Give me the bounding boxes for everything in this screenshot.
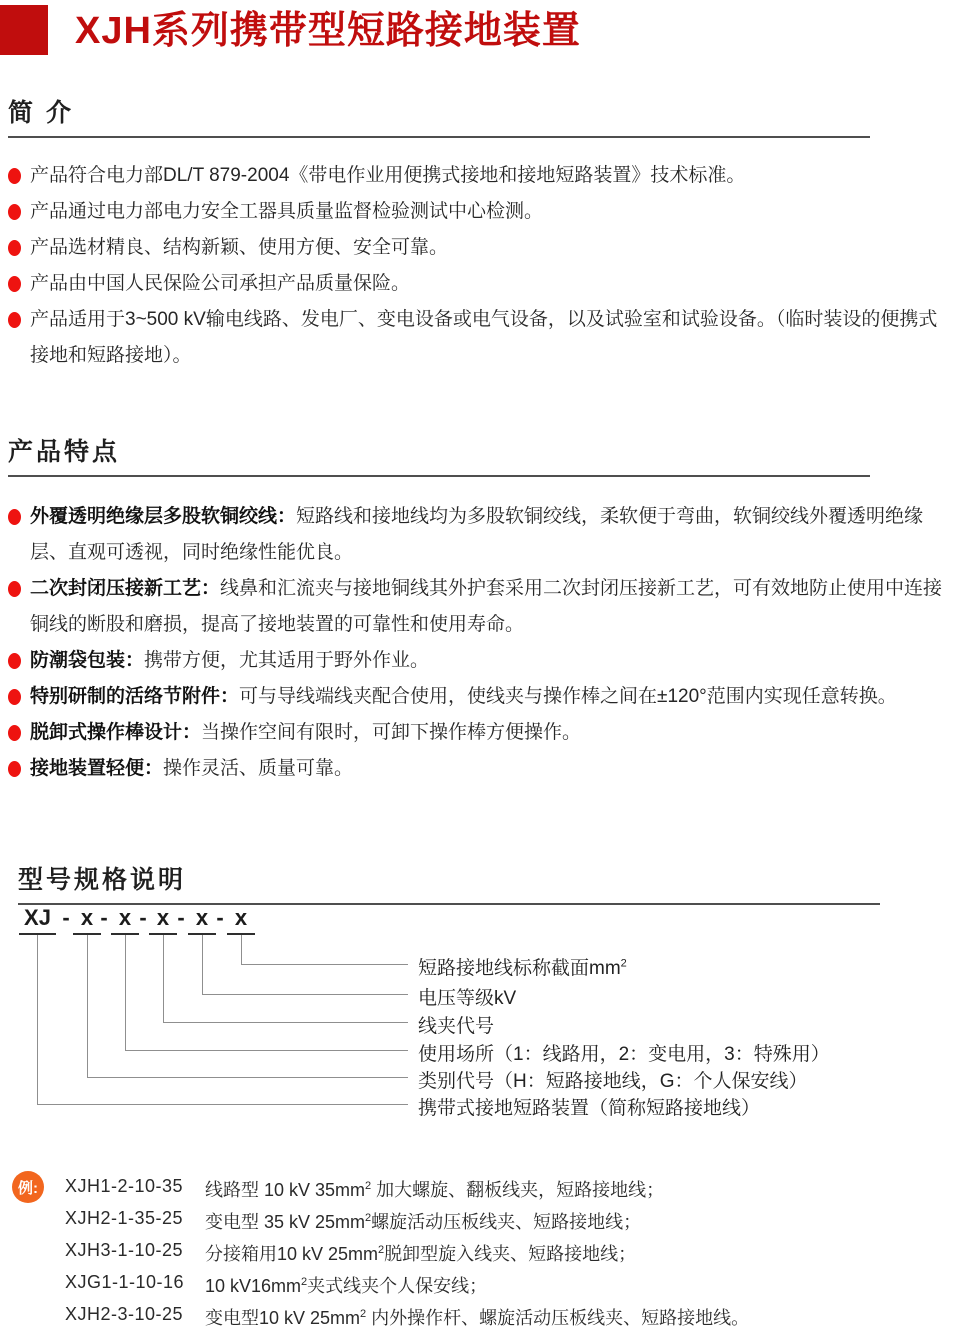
list-item: [8, 266, 945, 302]
model-code-diagram: [0, 905, 956, 1123]
example-row: [65, 1236, 956, 1268]
connector-line: [37, 935, 38, 1104]
feature-lead: 防潮袋包装：: [30, 650, 145, 671]
example-desc-text: 加大螺旋、翻板线夹，短路接地线；: [371, 1180, 665, 1200]
example-desc-text: 脱卸型旋入线夹、短路接地线；: [384, 1244, 637, 1264]
connector-line: [125, 1050, 408, 1051]
example-desc-text: 变电型10 kV 25mm: [205, 1308, 361, 1328]
example-desc: [205, 1268, 956, 1300]
example-desc-text: 分接箱用10 kV 25mm: [205, 1244, 379, 1264]
intro-item-text: 产品选材精良、结构新颖、使用方便、安全可靠。: [30, 237, 449, 258]
model-code-part: x: [188, 905, 216, 935]
example-model: XJH1-2-10-35: [65, 1176, 184, 1196]
feature-lead: 二次封闭压接新工艺：: [30, 578, 221, 599]
example-desc: [205, 1172, 956, 1204]
feature-lead: 外覆透明绝缘层多股软铜绞线：: [30, 506, 297, 527]
connector-line: [202, 994, 408, 995]
intro-item-text: 产品由中国人民保险公司承担产品质量保险。: [30, 273, 411, 294]
bullet-dot-icon: [8, 653, 21, 669]
list-item: [8, 158, 945, 194]
model-spec-heading: 型号规格说明: [18, 860, 880, 905]
connector-line: [202, 935, 203, 994]
model-code-part: x: [227, 905, 255, 935]
example-desc-text: 夹式线夹个人保安线；: [307, 1276, 488, 1296]
example-model: XJH2-3-10-25: [65, 1304, 184, 1324]
example-desc-sup: 2: [378, 1244, 385, 1256]
diagram-label: [418, 983, 516, 1010]
diagram-label: [418, 1011, 494, 1038]
example-row: [65, 1172, 956, 1204]
model-code-part: x: [149, 905, 177, 935]
feature-text: 短路线和接地线均为多股软铜绞线，柔软便于弯曲，软铜绞线外覆透明绝缘层、直观可透视，同时绝缘性能优良。: [30, 506, 924, 563]
example-model: XJG1-1-10-16: [65, 1272, 185, 1292]
connector-line: [163, 935, 164, 1022]
example-badge: 例:: [12, 1171, 44, 1203]
model-code-separator: -: [139, 905, 147, 930]
model-code-separator: -: [216, 905, 224, 930]
list-item: [8, 571, 945, 643]
bullet-dot-icon: [8, 312, 21, 328]
example-row: [65, 1268, 956, 1300]
diagram-label-text: 使用场所（1：线路用，2：变电用，3：特殊用）: [418, 1044, 830, 1065]
list-item: [8, 302, 945, 374]
model-code-part: XJ: [19, 905, 56, 935]
feature-lead: 脱卸式操作棒设计：: [30, 722, 202, 743]
model-code-part: x: [111, 905, 139, 935]
bullet-dot-icon: [8, 689, 21, 705]
example-desc-text: 变电型 35 kV 25mm: [205, 1212, 366, 1232]
intro-list: [0, 138, 956, 374]
example-model: XJH3-1-10-25: [65, 1240, 184, 1260]
examples-block: [12, 1172, 956, 1332]
example-desc-text: 线路型 10 kV 35mm: [205, 1180, 366, 1200]
intro-item-text: 产品符合电力部DL/T 879-2004《带电作业用便携式接地和接地短路装置》技术标准。: [30, 165, 746, 186]
example-row: [65, 1300, 956, 1332]
diagram-label-text: 电压等级kV: [418, 988, 517, 1009]
bullet-dot-icon: [8, 168, 21, 184]
page-header: [0, 5, 581, 55]
bullet-dot-icon: [8, 725, 21, 741]
example-desc: [205, 1300, 956, 1332]
feature-lead: 接地装置轻便：: [30, 758, 164, 779]
list-item: [8, 643, 945, 679]
example-desc: [205, 1236, 956, 1268]
feature-text: 当操作空间有限时，可卸下操作棒方便操作。: [201, 722, 582, 743]
bullet-dot-icon: [8, 509, 21, 525]
diagram-label-sup: 2: [620, 957, 627, 970]
model-code-separator: -: [100, 905, 108, 930]
example-desc-text: 螺旋活动压板线夹、短路接地线；: [371, 1212, 642, 1232]
connector-line: [241, 935, 242, 964]
connector-line: [241, 964, 408, 965]
bullet-dot-icon: [8, 204, 21, 220]
intro-section: [0, 93, 956, 374]
example-desc-sup: 2: [301, 1276, 308, 1288]
connector-line: [163, 1022, 408, 1023]
example-desc-sup: 2: [365, 1180, 372, 1192]
feature-text: 线鼻和汇流夹与接地铜线其外护套采用二次封闭压接新工艺，可有效地防止使用中连接铜线的断股和磨损，提高了接地装置的可靠性和使用寿命。: [30, 578, 943, 635]
features-heading: 产品特点: [8, 432, 870, 477]
example-desc-text: 10 kV16mm: [205, 1276, 302, 1296]
bullet-dot-icon: [8, 276, 21, 292]
features-list: [0, 477, 956, 787]
bullet-dot-icon: [8, 581, 21, 597]
diagram-label: [418, 1093, 760, 1120]
bullet-dot-icon: [8, 761, 21, 777]
red-square-decoration: [0, 5, 48, 55]
feature-text: 操作灵活、质量可靠。: [163, 758, 354, 779]
connector-line: [87, 1077, 408, 1078]
feature-text: 可与导线端线夹配合使用，使线夹与操作棒之间在±120°范围内实现任意转换。: [239, 686, 897, 707]
connector-line: [37, 1104, 408, 1105]
example-desc-sup: 2: [360, 1308, 367, 1320]
model-code-separator: -: [177, 905, 185, 930]
diagram-label: [418, 953, 627, 980]
diagram-label-text: 类别代号（H：短路接地线，G：个人保安线）: [418, 1071, 808, 1092]
list-item: [8, 679, 945, 715]
diagram-label-text: 携带式接地短路装置（简称短路接地线）: [418, 1098, 761, 1119]
connector-line: [87, 935, 88, 1077]
bullet-dot-icon: [8, 240, 21, 256]
diagram-label-text: 线夹代号: [418, 1016, 495, 1037]
list-item: [8, 230, 945, 266]
intro-item-text: 产品适用于3~500 kV输电线路、发电厂、变电设备或电气设备，以及试验室和试验设备。（临时装设的便携式接地和短路接地）。: [30, 309, 938, 366]
list-item: [8, 715, 945, 751]
feature-lead: 特别研制的活络节附件：: [30, 686, 240, 707]
diagram-label: [418, 1066, 808, 1093]
diagram-label-text: 短路接地线标称截面mm: [418, 958, 621, 979]
model-spec-section: [0, 860, 956, 905]
intro-heading: 简 介: [8, 93, 870, 138]
diagram-label: [418, 1039, 830, 1066]
example-row: [65, 1204, 956, 1236]
page-title: XJH系列携带型短路接地装置: [75, 10, 581, 52]
list-item: [8, 751, 945, 787]
list-item: [8, 194, 945, 230]
connector-line: [125, 935, 126, 1050]
example-desc-text: 内外操作杆、螺旋活动压板线夹、短路接地线。: [366, 1308, 750, 1328]
list-item: [8, 499, 945, 571]
example-model: XJH2-1-35-25: [65, 1208, 184, 1228]
model-code-part: x: [73, 905, 101, 935]
example-desc-sup: 2: [365, 1212, 372, 1224]
features-section: [0, 432, 956, 787]
feature-text: 携带方便，尤其适用于野外作业。: [144, 650, 430, 671]
intro-item-text: 产品通过电力部电力安全工器具质量监督检验测试中心检测。: [30, 201, 544, 222]
model-code-separator: -: [62, 905, 70, 930]
example-desc: [205, 1204, 956, 1236]
